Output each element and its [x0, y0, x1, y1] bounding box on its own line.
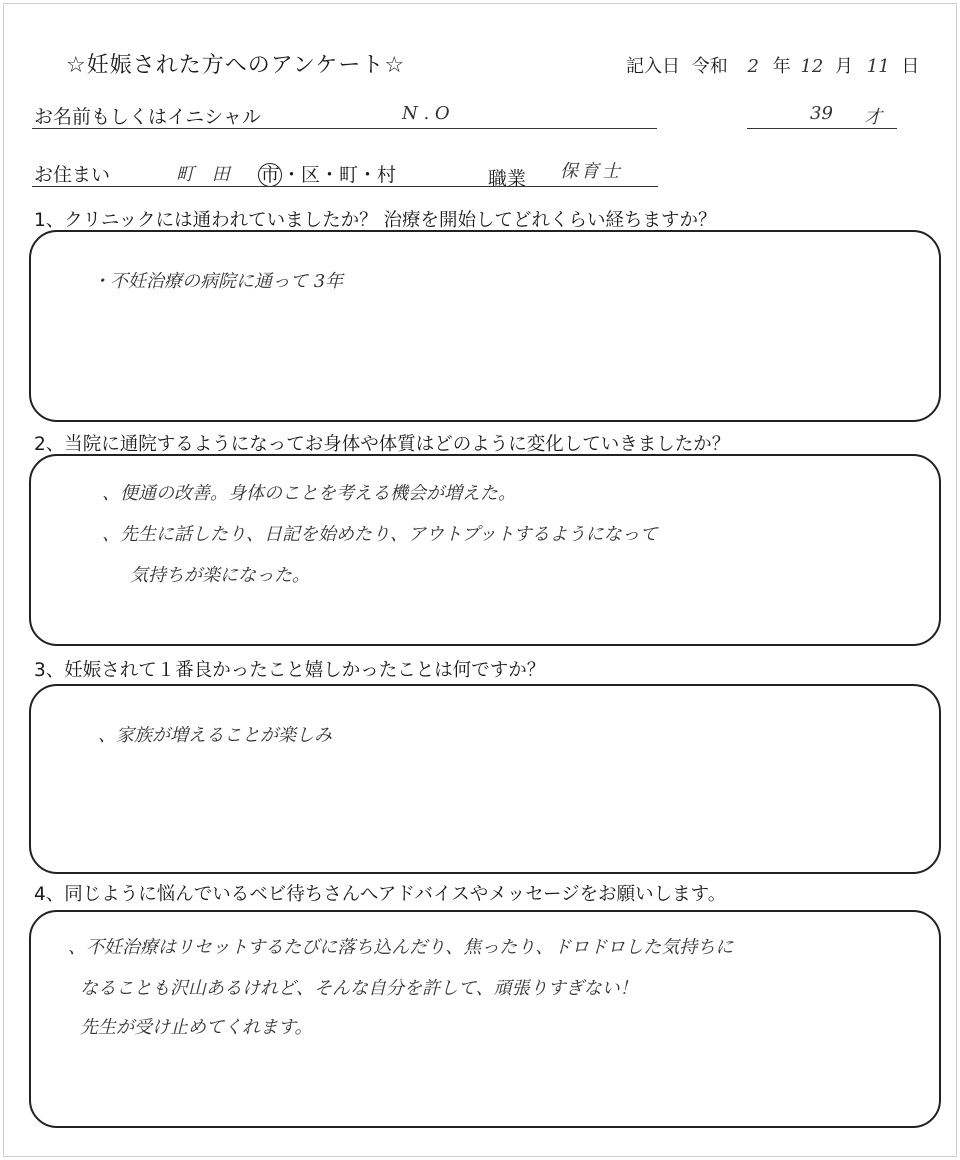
question-1: 1、クリニックには通われていましたか？ 治療を開始してどれくらい経ちますか？ [34, 210, 717, 231]
job-value: 保育士 [560, 161, 623, 182]
form-title: ☆妊娠された方へのアンケート☆ [66, 53, 406, 78]
answer-4-line-3: 先生が受け止めてくれます。 [80, 1017, 313, 1038]
entry-date [626, 52, 919, 78]
name-label: お名前もしくはイニシャル [34, 106, 261, 128]
address-type [258, 160, 396, 187]
answer-3-line-1: 、家族が増えることが楽しみ [98, 725, 332, 746]
question-2: 2、当院に通院するようになってお身体や体質はどのように変化していきましたか？ [34, 434, 731, 455]
answer-1-line-1: ・不妊治療の病院に通って 3年 [92, 271, 344, 292]
date-day: 11 [866, 56, 890, 77]
date-label: 記入日 [626, 56, 680, 77]
question-3: 3、妊娠されて１番良かったこと嬉しかったことは何ですか？ [34, 660, 546, 681]
age-underline [747, 128, 897, 129]
address-value: 町 田 [176, 164, 236, 185]
answer-2-line-3: 気持ちが楽になった。 [130, 565, 310, 586]
date-month: 12 [800, 56, 824, 77]
age-value: 39 [810, 103, 833, 124]
answer-2-line-1: 、便通の改善。身体のことを考える機会が増えた。 [102, 483, 516, 504]
date-month-unit: 月 [835, 56, 854, 77]
answer-4-line-1: 、不妊治療はリセットするたびに落ち込んだり、焦ったり、ドロドロした気持ちに [68, 937, 734, 958]
date-era: 令和 [691, 56, 728, 77]
answer-box-1 [29, 230, 941, 422]
age-unit: 才 [864, 107, 882, 128]
job-label: 職業 [488, 168, 527, 190]
address-label: お住まい [34, 164, 111, 186]
address-underline [32, 186, 658, 187]
city-selected-circle: 市 [258, 163, 282, 187]
question-4: 4、同じように悩んでいるベビ待ちさんへアドバイスやメッセージをお願いします。 [34, 884, 727, 905]
date-year-unit: 年 [772, 56, 791, 77]
address-options: ・区・町・村 [282, 164, 397, 186]
questionnaire-sheet [3, 3, 957, 1157]
name-value: N . O [402, 103, 450, 124]
date-year: 2 [747, 56, 759, 77]
answer-2-line-2: 、先生に話したり、日記を始めたり、アウトプットするようになって [102, 524, 658, 545]
name-underline [32, 128, 657, 129]
answer-box-3 [29, 684, 941, 874]
date-day-unit: 日 [901, 56, 920, 77]
answer-4-line-2: なることも沢山あるけれど、そんな自分を許して、頑張りすぎない！ [80, 978, 638, 999]
